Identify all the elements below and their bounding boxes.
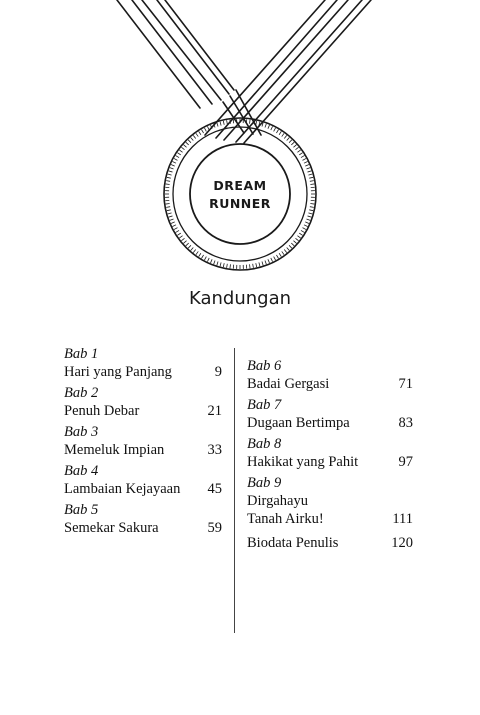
medal-edge-tick: [310, 207, 314, 208]
chapter-page-number: 111: [392, 511, 413, 527]
medal-edge-tick: [291, 142, 294, 145]
medal-edge-tick: [306, 219, 310, 220]
medal-edge-tick: [168, 174, 172, 175]
chapter-title: Hari yang Panjang: [64, 364, 172, 380]
medal-edge-tick: [196, 133, 198, 136]
chapter-title: Lambaian Kejayaan: [64, 481, 181, 497]
medal-edge-tick: [181, 147, 184, 149]
medal-edge-tick: [181, 238, 184, 240]
medal-edge-tick: [196, 251, 198, 254]
medal-edge-tick: [265, 124, 266, 128]
chapter-title: Hakikat yang Pahit: [247, 454, 359, 470]
medal-edge-tick: [170, 219, 174, 220]
medal-edge-tick: [217, 123, 218, 127]
medal-edge-tick: [274, 257, 276, 261]
medal-edge-tick: [308, 213, 312, 214]
medal-edge-tick: [305, 222, 309, 224]
medal-edge-tick: [188, 245, 191, 248]
chapter-label: Bab 1: [64, 346, 99, 362]
chapter-label: Bab 8: [247, 436, 282, 452]
medal-edge-tick: [169, 171, 173, 172]
medal-edge-tick: [265, 260, 266, 264]
medal-edge-tick: [186, 142, 189, 145]
medal-edge-tick: [207, 126, 209, 130]
chapter-title: Penuh Debar: [64, 403, 140, 419]
medal-edge-tick: [167, 177, 171, 178]
medal-edge-tick: [310, 204, 314, 205]
toc-entry[interactable]: [64, 462, 222, 498]
medal-edge-tick: [271, 126, 273, 130]
medal-edge-tick: [309, 210, 313, 211]
medal-edge-tick: [184, 145, 187, 148]
medal-edge-tick: [174, 158, 178, 160]
medal-edge-tick: [199, 253, 201, 256]
medal-edge-tick: [166, 207, 170, 208]
medal-edge-tick: [297, 150, 300, 152]
chapter-label: Bab 5: [64, 502, 99, 518]
medal-edge-tick: [250, 264, 251, 268]
medal-edge-tick: [305, 165, 309, 167]
medal-edge-tick: [296, 147, 299, 149]
medal-edge-tick: [306, 168, 310, 169]
medal-edge-tick: [299, 153, 302, 155]
medal-edge-tick: [309, 177, 313, 178]
chapter-title: Memeluk Impian: [64, 442, 165, 458]
medal-edge-tick: [217, 262, 218, 266]
medal-edge-tick: [204, 257, 206, 261]
medal-edge-tick: [176, 156, 179, 158]
medal-edge-tick: [259, 262, 260, 266]
toc-entry[interactable]: [64, 345, 222, 381]
medal-edge-tick: [293, 145, 296, 148]
chapter-title: Biodata Penulis: [247, 535, 339, 551]
medal-edge-tick: [230, 264, 231, 268]
medal-edge-tick: [310, 184, 314, 185]
medal-edge-tick: [172, 225, 176, 227]
medal-edge-tick: [279, 253, 281, 256]
medal-edge-tick: [220, 122, 221, 126]
medal-edge-tick: [177, 233, 180, 235]
medal-edge-tick: [184, 241, 187, 244]
toc-entry[interactable]: [64, 423, 222, 459]
medal-edge-tick: [227, 264, 228, 268]
medal-edge-tick: [268, 125, 270, 129]
chapter-title: Badai Gergasi: [247, 376, 330, 392]
medal-edge-tick: [256, 263, 257, 267]
medal-edge-tick: [291, 243, 294, 246]
medal-edge-tick: [202, 255, 204, 258]
chapter-page-number: 59: [207, 520, 222, 536]
chapter-title: Dugaan Bertimpa: [247, 415, 350, 431]
medal-edge-tick: [256, 121, 257, 125]
medal-edge-tick: [179, 236, 182, 238]
medal-edge-tick: [176, 230, 179, 232]
medal-edge-tick: [303, 228, 307, 230]
medal-edge-tick: [301, 156, 304, 158]
medal-edge-tick: [169, 216, 173, 217]
medal-edge-tick: [262, 262, 263, 266]
medal-edge-tick: [250, 120, 251, 124]
medal-edge-tick: [287, 138, 290, 141]
medal-edge-tick: [223, 121, 224, 125]
chapter-page-number: 120: [391, 535, 413, 551]
medal-edge-tick: [230, 120, 231, 124]
medal-illustration: [0, 0, 480, 290]
medal-edge-tick: [207, 258, 209, 262]
medal-edge-tick: [214, 260, 215, 264]
medal-edge-tick: [310, 181, 314, 182]
medal-edge-tick: [297, 236, 300, 238]
medal-edge-tick: [284, 250, 286, 253]
medal-edge-tick: [204, 128, 206, 132]
medal-edge-tick: [193, 250, 195, 253]
chapter-title-continued: Tanah Airku!: [247, 511, 324, 527]
medal-edge-tick: [172, 161, 176, 163]
toc-entry[interactable]: [247, 435, 413, 471]
chapter-page-number: 83: [398, 415, 413, 431]
medal-edge-tick: [202, 130, 204, 133]
medal-edge-tick: [170, 168, 174, 169]
medal-edge-tick: [223, 263, 224, 267]
toc-left-column: [64, 345, 222, 540]
medal-edge-tick: [308, 171, 312, 172]
medal-edge-tick: [188, 140, 191, 143]
column-divider: [234, 348, 235, 633]
medal-edge-tick: [186, 243, 189, 246]
medal-edge-tick: [167, 210, 171, 211]
medal-edge-tick: [308, 174, 312, 175]
medal-edge-tick: [166, 204, 170, 205]
medal-edge-tick: [296, 238, 299, 240]
medal-edge-tick: [179, 150, 182, 152]
medal-edge-tick: [287, 247, 290, 250]
toc-right-column: [247, 357, 413, 555]
chapter-title: Semekar Sakura: [64, 520, 159, 536]
toc-entry[interactable]: [64, 384, 222, 420]
medal-edge-tick: [191, 138, 194, 141]
medal-edge-tick: [301, 230, 304, 232]
medal-edge-tick: [299, 233, 302, 235]
chapter-label: Bab 3: [64, 424, 99, 440]
medal-edge-tick: [166, 184, 170, 185]
toc-entry[interactable]: [247, 474, 413, 528]
medal-edge-tick: [199, 131, 201, 134]
chapter-page-number: 21: [207, 403, 222, 419]
medal-edge-tick: [284, 135, 286, 138]
medal-edge-tick: [171, 165, 175, 167]
medal-edge-tick: [293, 241, 296, 244]
medal-edge-tick: [268, 259, 270, 263]
medal-edge-tick: [191, 247, 194, 250]
page-title: Kandungan: [188, 288, 292, 309]
chapter-label: Bab 2: [64, 385, 99, 401]
medal-edge-tick: [174, 228, 178, 230]
toc-entry[interactable]: [64, 501, 222, 537]
chapter-page-number: 71: [398, 376, 413, 392]
chapter-page-number: 9: [214, 364, 222, 380]
medal-title-line2: RUNNER: [209, 196, 271, 211]
medal-edge-tick: [282, 133, 284, 136]
medal-edge-tick: [303, 158, 307, 160]
medal-edge-tick: [289, 140, 292, 143]
medal-edge-tick: [304, 225, 308, 227]
medal-edge-tick: [168, 213, 172, 214]
medal-edge-tick: [271, 258, 273, 262]
chapter-label: Bab 6: [247, 358, 282, 374]
chapter-title: Dirgahayu: [247, 493, 308, 509]
medal-edge-tick: [220, 262, 221, 266]
chapter-label: Bab 9: [247, 475, 282, 491]
medal-edge-tick: [166, 181, 170, 182]
chapter-label: Bab 7: [247, 397, 282, 413]
chapter-label: Bab 4: [64, 463, 99, 479]
toc-entry[interactable]: [247, 396, 413, 432]
medal-edge-tick: [308, 216, 312, 217]
chapter-page-number: 97: [398, 454, 413, 470]
medal-edge-tick: [253, 264, 254, 268]
medal-edge-tick: [177, 153, 180, 155]
medal-edge-tick: [279, 131, 281, 134]
medal-edge-tick: [211, 259, 213, 263]
chapter-page-number: 45: [207, 481, 222, 497]
medal-edge-tick: [304, 161, 308, 163]
chapter-page-number: 33: [207, 442, 222, 458]
medal-edge-tick: [289, 245, 292, 248]
toc-entry[interactable]: [247, 357, 413, 393]
medal-edge-tick: [282, 251, 284, 254]
medal-edge-tick: [171, 222, 175, 224]
medal-edge-tick: [227, 120, 228, 124]
medal-edge-tick: [276, 130, 278, 133]
medal-edge-tick: [193, 135, 195, 138]
medal-edge-tick: [276, 255, 278, 258]
toc-entry[interactable]: [247, 534, 413, 552]
medal-edge-tick: [274, 128, 276, 132]
medal-title-line1: DREAM: [213, 178, 267, 193]
